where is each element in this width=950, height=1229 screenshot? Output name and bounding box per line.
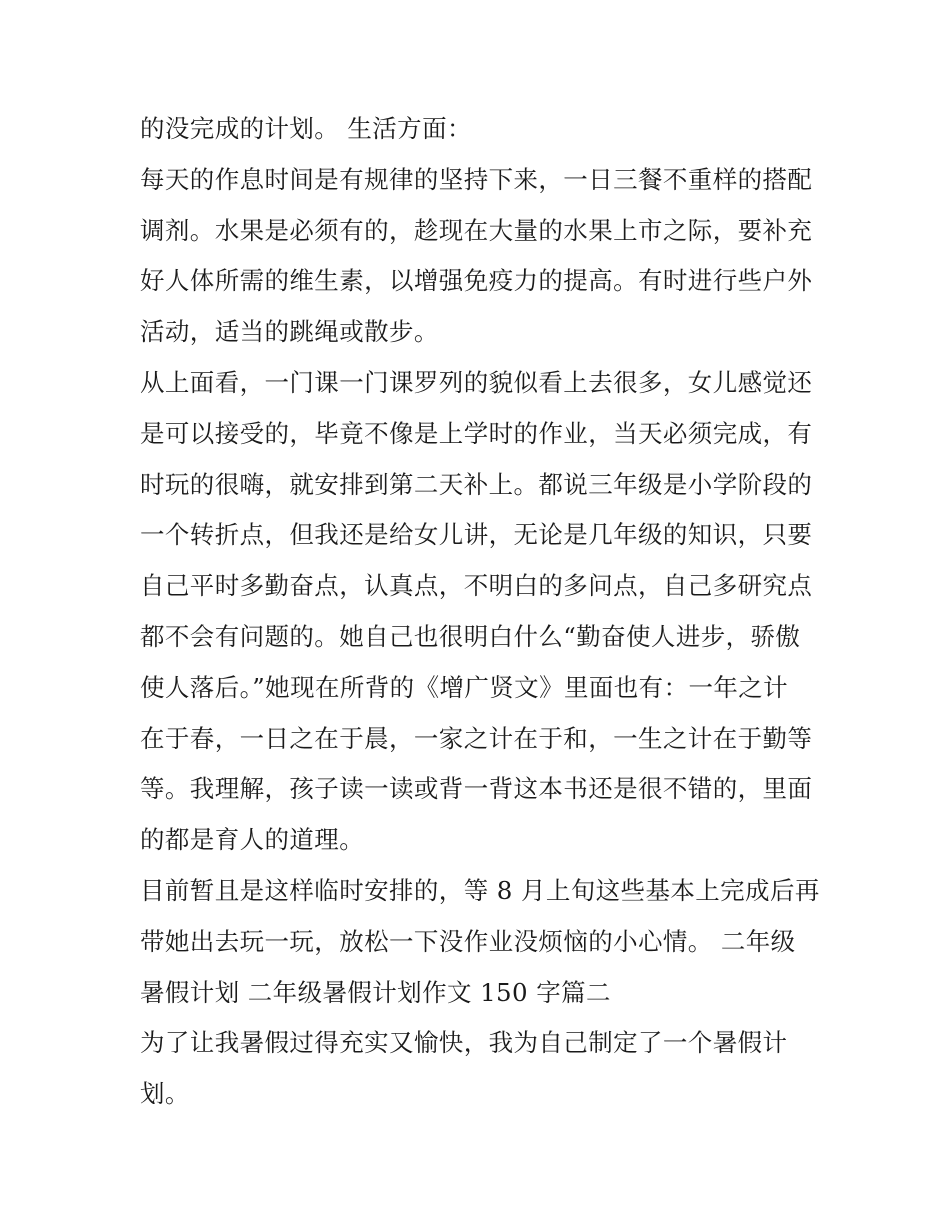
text-line: 目前暂且是这样临时安排的，等 8 月上旬这些基本上完成后再	[140, 875, 820, 905]
text-line: 为了让我暑假过得充实又愉快，我为自己制定了一个暑假计	[140, 1028, 788, 1058]
text-line: 都不会有问题的。她自己也很明白什么“勤奋使人进步，骄傲	[140, 621, 801, 651]
text-line: 的都是育人的道理。	[140, 825, 365, 855]
text-line: 活动，适当的跳绳或散步。	[140, 317, 439, 347]
text-line: 划。	[140, 1079, 190, 1109]
text-line: 自己平时多勤奋点，认真点，不明白的多问点，自己多研究点	[140, 571, 813, 601]
text-line: 时玩的很嗨，就安排到第二天补上。都说三年级是小学阶段的	[140, 469, 813, 499]
text-line: 带她出去玩一玩，放松一下没作业没烦恼的小心情。 二年级	[140, 926, 796, 956]
text-line: 好人体所需的维生素，以增强免疫力的提高。有时进行些户外	[140, 266, 813, 296]
text-line: 是可以接受的，毕竟不像是上学时的作业，当天必须完成，有	[140, 418, 813, 448]
text-line: 等。我理解，孩子读一读或背一背这本书还是很不错的，里面	[140, 774, 813, 804]
body-text	[140, 104, 820, 1120]
text-line: 的没完成的计划。 生活方面：	[140, 114, 472, 143]
text-line: 每天的作息时间是有规律的坚持下来，一日三餐不重样的搭配	[140, 164, 813, 194]
text-line: 从上面看，一门课一门课罗列的貌似看上去很多，女儿感觉还	[140, 367, 813, 397]
text-line: 在于春，一日之在于晨，一家之计在于和，一生之计在于勤等	[140, 723, 813, 753]
text-line: 调剂。水果是必须有的，趁现在大量的水果上市之际，要补充	[140, 215, 813, 245]
text-line: 暑假计划 二年级暑假计划作文 150 字篇二	[140, 977, 611, 1007]
text-line: 一个转折点，但我还是给女儿讲，无论是几年级的知识，只要	[140, 520, 813, 550]
text-line: 使人落后。”她现在所背的《增广贤文》里面也有：一年之计	[140, 672, 789, 702]
